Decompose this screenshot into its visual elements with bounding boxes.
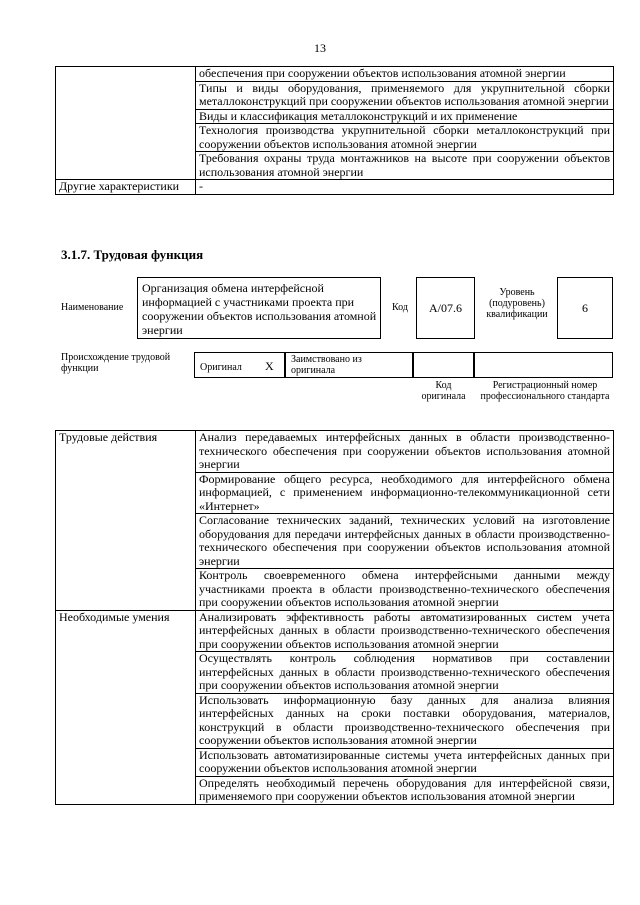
knowledge-table-continuation <box>55 66 614 195</box>
other-characteristics-value: - <box>196 180 614 195</box>
skill-item: Использовать автоматизированные системы учета интерфейсных данных при сооружении объектов использования атомной энергии <box>196 748 614 776</box>
action-item: Согласование технических заданий, технических условий на изготовление оборудования для передачи интерфейсных данных в области производственно-технического обеспечения при сооружении объектов использования атомной энергии <box>196 514 614 569</box>
function-name: Организация обмена интерфейсной информацией с участниками проекта при сооружении объектов использования атомной энергии <box>142 281 377 337</box>
page-number: 13 <box>314 41 326 55</box>
section-title: 3.1.7. Трудовая функция <box>61 247 204 262</box>
knowledge-item: Виды и классификация металлоконструкций и их применение <box>196 109 614 124</box>
reg-number-box <box>474 352 613 378</box>
origin-label: Происхождение трудовой функции <box>61 352 171 374</box>
knowledge-item: обеспечения при сооружении объектов использования атомной энергии <box>196 67 614 82</box>
labor-function-table <box>55 430 614 805</box>
skill-item: Осуществлять контроль соблюдения нормативов при составлении интерфейсных данных в области производственно-технического обеспечения при сооружении объектов использования атомной энергии <box>196 652 614 694</box>
code-value: A/07.6 <box>429 301 462 315</box>
skill-item: Использовать информационную базу данных для анализа влияния интерфейсных данных на сроки поставки оборудования, материалов, конструкций в области производственно-технического обеспечения при сооружении объектов использования атомной энергии <box>196 693 614 748</box>
knowledge-item: Требования охраны труда монтажников на высоте при сооружении объектов использования атомной энергии <box>196 152 614 180</box>
knowledge-label-cell <box>56 67 196 180</box>
action-item: Формирование общего ресурса, необходимого для интерфейсного обмена информацией, с применением информационно-телекоммуникационной сети «Интернет» <box>196 472 614 514</box>
borrowed-label: Заимствовано из оригинала <box>291 354 362 376</box>
name-label: Наименование <box>61 302 124 313</box>
level-value: 6 <box>582 301 588 315</box>
skills-label: Необходимые умения <box>56 610 196 804</box>
original-mark: X <box>265 359 274 373</box>
other-characteristics-label: Другие характеристики <box>56 180 196 195</box>
code-original-caption: Код оригинала <box>421 380 466 402</box>
skill-item: Анализировать эффективность работы автоматизированных систем учета интерфейсных данных в области производственно-технического обеспечения при сооружении объектов использования атомной энергии <box>196 610 614 652</box>
knowledge-item: Технология производства укрупнительной сборки металлоконструкций при сооружении объектов использования атомной энергии <box>196 124 614 152</box>
code-label: Код <box>392 302 408 313</box>
code-original-box <box>413 352 474 378</box>
action-item: Анализ передаваемых интерфейсных данных в области производственно-технического обеспечения при сооружении объектов использования атомной энергии <box>196 431 614 473</box>
knowledge-item: Типы и виды оборудования, применяемого для укрупнительной сборки металлоконструкций при сооружении объектов использования атомной энергии <box>196 81 614 109</box>
actions-label: Трудовые действия <box>56 431 196 611</box>
level-label: Уровень (подуровень) квалификации <box>486 287 548 320</box>
action-item: Контроль своевременного обмена интерфейсными данными между участниками проекта в области производственно-технического обеспечения при сооружении объектов использования атомной энергии <box>196 569 614 611</box>
skill-item: Определять необходимый перечень оборудования для интерфейсной связи, применяемого при сооружении объектов использования атомной энергии <box>196 776 614 804</box>
reg-number-caption: Регистрационный номер профессионального стандарта <box>480 380 610 402</box>
original-label: Оригинал <box>200 362 242 373</box>
